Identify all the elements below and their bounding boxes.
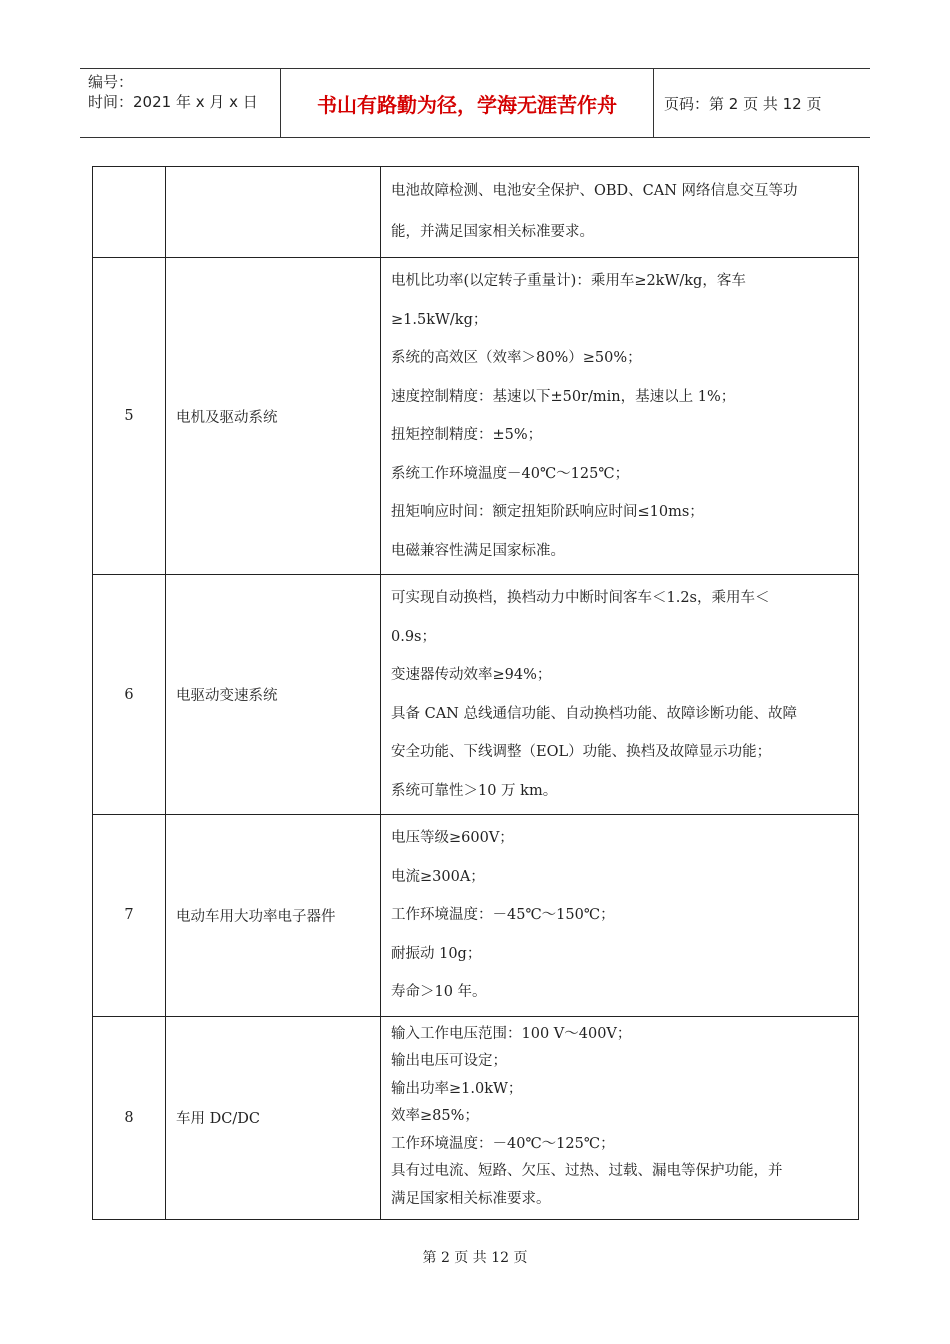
spec-line: 电池故障检测、电池安全保护、OBD、CAN 网络信息交互等功 [391, 183, 798, 199]
spec-line: 效率≥85%； [391, 1108, 479, 1124]
table-row [93, 167, 859, 258]
doc-number-label: 编号： [88, 73, 134, 91]
spec-line: 可实现自动换档，换档动力中断时间客车＜1.2s，乘用车＜ [391, 590, 770, 606]
spec-line: 满足国家相关标准要求。 [391, 1190, 551, 1207]
row-spec [381, 575, 859, 815]
spec-line: 安全功能、下线调整（EOL）功能、换档及故障显示功能； [391, 744, 772, 760]
spec-line: ≥1.5kW/kg； [391, 311, 488, 328]
row-item-name: 车用 DC/DC [166, 1016, 381, 1219]
row-item-name [166, 167, 381, 258]
row-item-name: 电动车用大功率电子器件 [166, 815, 381, 1017]
spec-line: 电压等级≥600V； [391, 830, 514, 846]
spec-line: 输入工作电压范围：100 V～400V； [391, 1025, 632, 1042]
table-row [93, 1016, 859, 1219]
spec-table [92, 166, 859, 1220]
spec-line: 能，并满足国家相关标准要求。 [391, 224, 594, 240]
row-spec [381, 258, 859, 575]
page-footer: 第 2 页 共 12 页 [422, 1250, 528, 1266]
spec-line: 速度控制精度：基速以下±50r/min，基速以上 1%； [391, 388, 736, 405]
table-row [93, 815, 859, 1017]
spec-line: 具备 CAN 总线通信功能、自动换档功能、故障诊断功能、故障 [391, 705, 797, 722]
row-item-name: 电驱动变速系统 [166, 575, 381, 815]
row-number: 8 [93, 1016, 166, 1219]
spec-line: 工作环境温度：－40℃～125℃； [391, 1135, 615, 1152]
spec-line: 电磁兼容性满足国家标准。 [391, 542, 565, 559]
page-header [80, 68, 870, 138]
spec-line: 系统的高效区（效率＞80%）≥50%； [391, 350, 642, 366]
spec-line: 输出电压可设定； [391, 1053, 507, 1069]
spec-line: 系统工作环境温度－40℃～125℃； [391, 465, 630, 482]
header-meta [80, 69, 281, 137]
spec-line: 耐振动 10g； [391, 945, 482, 962]
row-item-name: 电机及驱动系统 [166, 258, 381, 575]
spec-line: 系统可靠性＞10 万 km。 [391, 782, 558, 799]
spec-line: 电流≥300A； [391, 868, 485, 885]
spec-line: 输出功率≥1.0kW； [391, 1080, 523, 1097]
row-spec [381, 1016, 859, 1219]
row-spec [381, 167, 859, 258]
row-number: 7 [93, 815, 166, 1017]
row-number: 5 [93, 258, 166, 575]
spec-line: 变速器传动效率≥94%； [391, 667, 552, 683]
spec-line: 0.9s； [391, 628, 437, 645]
spec-line: 扭矩控制精度：±5%； [391, 427, 543, 443]
header-motto: 书山有路勤为径，学海无涯苦作舟 [281, 69, 654, 137]
header-page-info: 页码：第 2 页 共 12 页 [664, 94, 822, 113]
row-number: 6 [93, 575, 166, 815]
spec-line: 寿命＞10 年。 [391, 984, 487, 1000]
table-row [93, 575, 859, 815]
row-spec [381, 815, 859, 1017]
spec-line: 扭矩响应时间：额定扭矩阶跃响应时间≤10ms； [391, 504, 704, 520]
spec-line: 具有过电流、短路、欠压、过热、过载、漏电等保护功能，并 [391, 1163, 783, 1179]
row-number [93, 167, 166, 258]
spec-line: 电机比功率(以定转子重量计)：乘用车≥2kW/kg，客车 [391, 273, 746, 289]
spec-line: 工作环境温度：－45℃～150℃； [391, 907, 615, 923]
doc-time-label: 时间：2021 年 x 月 x 日 [88, 93, 258, 111]
table-row [93, 258, 859, 575]
